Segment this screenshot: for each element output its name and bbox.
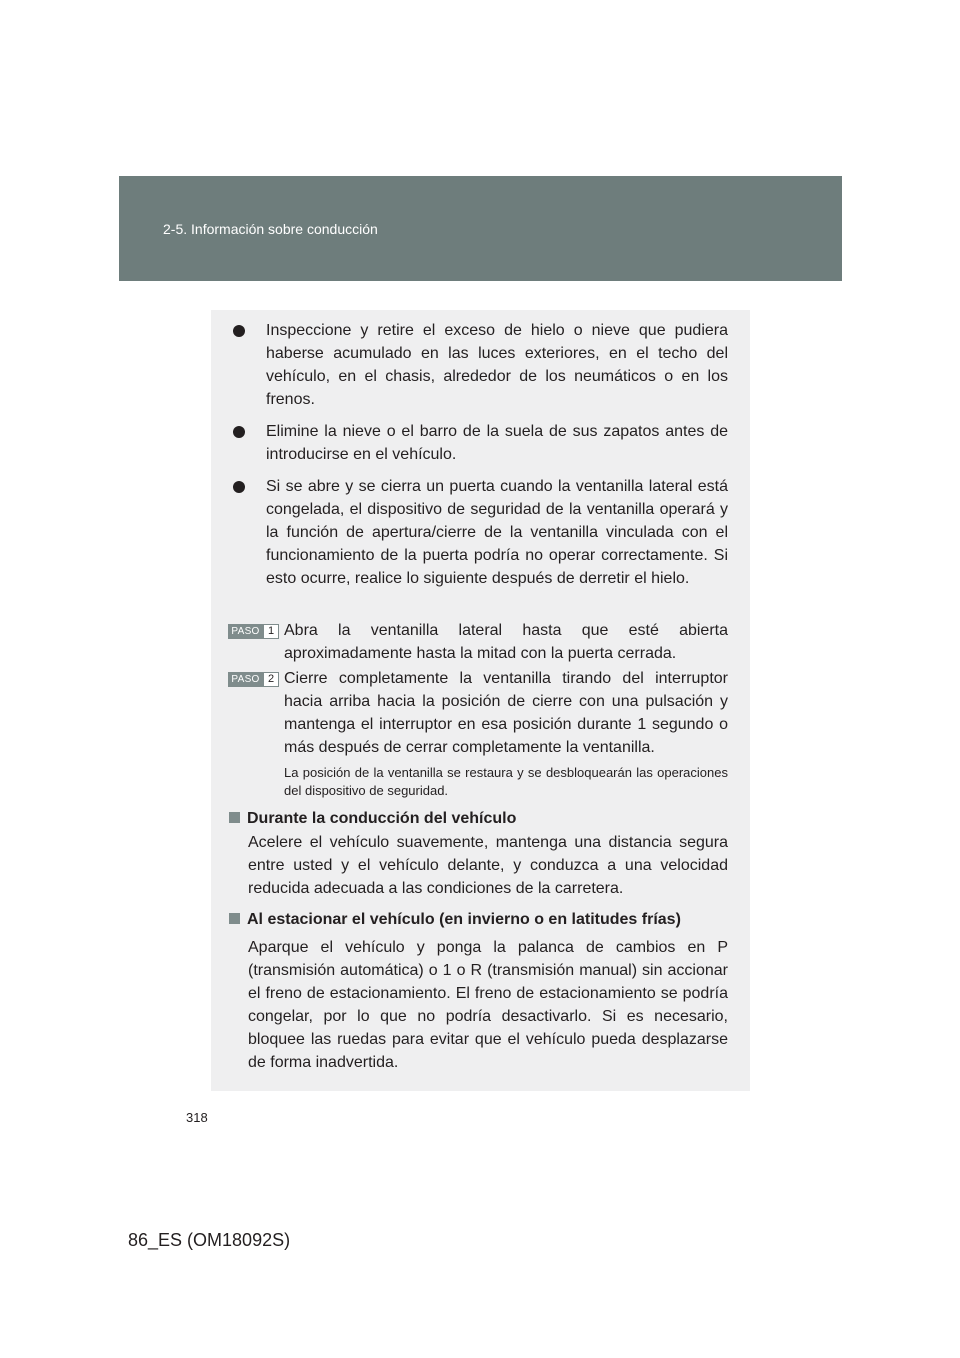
step-item [228,619,728,665]
step-badge-number: 2 [263,672,279,687]
bullet-dot-icon [233,481,245,493]
page-number: 318 [186,1110,208,1125]
section-body: Acelere el vehículo suavemente, mantenga una distancia segura entre usted y el vehículo delante, y conduzca a una velocidad reducida adecuada a las condiciones de la carretera. [248,834,728,897]
content-box [211,310,750,1091]
bullet-item [233,475,728,590]
section-body: Aparque el vehículo y ponga la palanca de cambios en P (transmisión automática) o 1 o R (transmisión manual) sin accionar el freno de estacionamiento. El freno de estacionamiento se podría congelar, por lo que no podría desactivarlo. Si es necesario, bloquee las ruedas para evitar que el vehículo pueda desplazarse de forma inadvertida. [248,939,728,1071]
bullet-item [233,319,728,411]
step-text: Abra la ventanilla lateral hasta que esté abierta aproximadamente hasta la mitad con la puerta cerrada. [284,622,728,662]
bullet-text: Si se abre y se cierra un puerta cuando la ventanilla lateral está congelada, el dispositivo de seguridad de la ventanilla operará y la función de apertura/cierre de la ventanilla vinculada con el funcionamiento de la puerta podría no operar correctamente. Si esto ocurre, realice lo siguiente después de derretir el hielo. [266,478,728,587]
sub-heading [229,807,728,830]
step-badge [228,624,279,639]
section-header-band [119,176,842,281]
sub-heading [229,908,728,931]
step-note: La posición de la ventanilla se restaura y se desbloquearán las operaciones del dispositivo de seguridad. [284,765,728,798]
square-bullet-icon [229,913,240,924]
step-badge-word: PASO [228,624,263,639]
section-title: 2-5. Información sobre conducción [163,221,378,237]
bullet-dot-icon [233,426,245,438]
bullet-item [233,420,728,466]
document-code: 86_ES (OM18092S) [128,1230,291,1250]
bullet-text: Inspeccione y retire el exceso de hielo o nieve que pudiera haberse acumulado en las luces exteriores, en el techo del vehículo, en el chasis, alrededor de los neumáticos o en los frenos. [266,322,728,408]
step-item [228,667,728,759]
step-badge-number: 1 [263,624,279,639]
step-badge-word: PASO [228,672,263,687]
bullet-text: Elimine la nieve o el barro de la suela de sus zapatos antes de introducirse en el vehículo. [266,423,728,463]
square-bullet-icon [229,812,240,823]
bullet-dot-icon [233,325,245,337]
sub-heading-text: Al estacionar el vehículo (en invierno o en latitudes frías) [247,911,681,928]
step-text: Cierre completamente la ventanilla tirando del interruptor hacia arriba hacia la posición de cierre con una pulsación y mantenga el interruptor en esa posición durante 1 segundo o más después de cerrar completamente la ventanilla. [284,670,728,756]
sub-heading-text: Durante la conducción del vehículo [247,810,517,827]
step-badge [228,672,279,687]
